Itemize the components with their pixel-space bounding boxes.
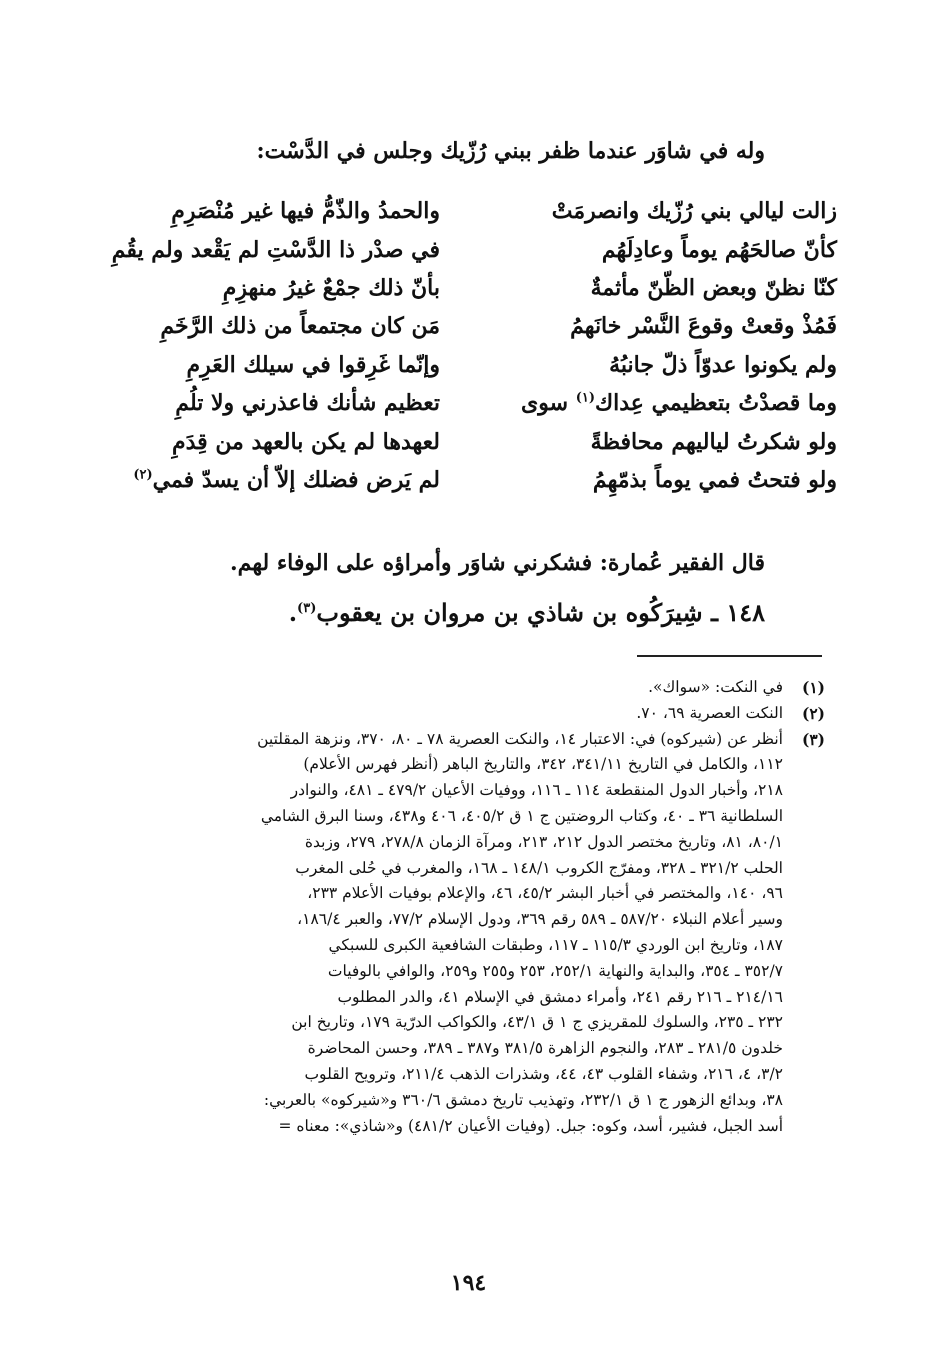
hemistich-text: تعظيم شأنك فاعذرني ولا تلُمِ — [175, 390, 440, 417]
hemistich-text: ولو شكرتُ لياليهم محافظةً — [590, 428, 837, 455]
entry-heading-tail: . — [288, 598, 298, 627]
verse-second-hemistich — [95, 467, 470, 493]
verse-line — [95, 422, 845, 460]
narrator-line: قال الفقير عُمارة: فشكرني شاوَر وأمراؤه على الوفاء لهم. — [230, 550, 765, 576]
verse-first-hemistich — [470, 352, 845, 378]
footnote — [95, 727, 825, 1140]
footnote-line: ٣٨، وبدائع الزهور ج ١ ق ٢٣٢/١، وتهذيب تاريخ دمشق ٣٦٠/٦ و«شيركوه» بالعربي: — [263, 1090, 783, 1109]
page-number: ١٩٤ — [450, 1270, 487, 1296]
footnote-line: ٣٥٢/٧ ـ ٣٥٤، والبداية والنهاية ٢٥٢/١، ٢٥٣ و٢٥٥ و٢٥٩، والوافي بالوفيات — [327, 961, 783, 980]
verse-line — [95, 269, 845, 307]
footnote-line: ١١٢، والكامل في التاريخ ٣٤١/١١، ٣٤٢، والتاريخ الباهر (أنظر فهرس الأعلام) — [303, 755, 783, 774]
verse-first-hemistich — [470, 429, 845, 455]
verse-line — [95, 192, 845, 230]
footnote-line: النكت العصرية ٦٩، ٧٠. — [636, 703, 783, 722]
verse-first-hemistich — [470, 275, 845, 301]
verse-first-hemistich — [470, 390, 845, 416]
footnote-number: (٢) — [801, 703, 825, 723]
footnote-text — [95, 675, 783, 701]
entry-heading-text: ١٤٨ ـ شِيرَكُوه بن شاذي بن مروان بن يعقوب — [316, 598, 765, 627]
footnote — [95, 701, 825, 727]
verse-first-hemistich — [470, 467, 845, 493]
entry-heading — [289, 598, 765, 627]
verse-line — [95, 230, 845, 268]
footnote-line: ٨٠/١، ٨١، وتاريخ مختصر الدول ٢١٢، ٢١٣، ومرآة الزمان ٢٧٨/٨، ٢٧٩، وزبدة — [304, 832, 783, 851]
hemistich-text: كنّا نظنّ وبعض الظّنّ مأثمةٌ — [590, 274, 837, 301]
verse-first-hemistich — [470, 313, 845, 339]
hemistich-text: لم يَرض فضلك إلاّ أن يسدّ فمي — [152, 466, 440, 493]
verse-second-hemistich — [95, 352, 470, 378]
footnote-line: الحلب ٣٢١/٢ ـ ٣٢٨، ومفرّج الكروب ١٤٨/١ ـ ١٦٨، والمغرب في حُلى المغرب — [295, 858, 783, 877]
footnote-line: ٢٣٢ ـ ٢٣٥، والسلوك للمقريزي ج ١ ق ٤٣/١، والكواكب الدرّية ١٧٩، وتاريخ ابن — [291, 1013, 783, 1032]
footnote-line: أنظر عن (شيركوه) في: الاعتبار ١٤، والنكت العصرية ٧٨ ـ ٨٠، ٣٧٠، ونزهة المقلتين — [257, 729, 783, 748]
footnote-line: ٢١٨، وأخبار الدول المنقطعة ١١٤ ـ ١١٦، ووفيات الأعيان ٤٧٩/٢ ـ ٤٨١، والنوادر — [290, 781, 783, 800]
verse-second-hemistich — [95, 198, 470, 224]
verse-second-hemistich — [95, 390, 470, 416]
hemistich-text: بأنّ ذلك جمْعٌ غيرُ منهزِمِ — [222, 274, 440, 301]
hemistich-text: زالت ليالي بني رُزّيك وانصرمَتْ — [551, 198, 837, 225]
footnote-line: خلدون ٢٨١/٥ ـ ٢٨٣، والنجوم الزاهرة ٣٨١/٥ و٣٨٧ ـ ٣٨٩، وحسن المحاضرة — [307, 1039, 783, 1058]
footnote-line: في النكت: «سواك». — [648, 678, 783, 696]
entry-heading-footnote-ref: (٣) — [297, 601, 317, 616]
footnote-ref: (١) — [575, 390, 596, 406]
poem — [95, 192, 845, 499]
hemistich-text: في صدْر ذا الدَّسْتِ لم يَقْعد ولم يقُمِ — [111, 236, 440, 263]
verse-line — [95, 384, 845, 422]
footnotes — [95, 675, 825, 1139]
footnote-ref: (٢) — [133, 467, 153, 483]
hemistich-text: مَن كان مجتمعاً من ذلك الرَّخَمِ — [160, 313, 440, 340]
footnote — [95, 675, 825, 701]
hemistich-text: ولو فتحتُ فمي يوماً بذمّهِمُ — [592, 466, 837, 493]
footnote-line: ٣/٢، ٤، ٢١٦، وشفاء القلوب ٤٣، ٤٤، وشذرات الذهب ٢١١/٤، وترويح القلوب — [304, 1064, 783, 1083]
hemistich-text: كأنّ صالحَهُم يوماً وعادِلَهُم — [601, 236, 837, 263]
footnote-line: وسير أعلام النبلاء ٥٨٧/٢٠ ـ ٥٨٩ رقم ٣٦٩، ودول الإسلام ٧٧/٢، والعبر ١٨٦/٤، — [297, 910, 783, 929]
hemistich-text: لعهدها لم يكن بالعهد من قِدَمِ — [171, 428, 440, 455]
verse-line — [95, 461, 845, 499]
hemistich-text: فَمُذْ وقعتْ وقوعَ النَّسْر خانَهمُ — [570, 313, 837, 340]
footnote-line: ١٨٧، وتاريخ ابن الوردي ١١٥/٣ ـ ١١٧، وطبقات الشافعية الكبرى للسبكي — [328, 935, 783, 954]
footnote-line: ٩٦، ١٤٠، والمختصر في أخبار البشر ٤٥/٢، ٤٦، والإعلام بوفيات الأعلام ٢٣٣، — [307, 884, 783, 903]
verse-first-hemistich — [470, 237, 845, 263]
verse-line — [95, 307, 845, 345]
footnote-line: السلطانية ٣٦ ـ ٤٠، وكتاب الروضتين ج ١ ق ٤٠٥/٢، ٤٠٦ و٤٣٨، وسنا البرق الشامي — [260, 806, 783, 825]
verse-first-hemistich — [470, 198, 845, 224]
footnote-number: (١) — [801, 678, 825, 697]
footnote-divider — [637, 655, 822, 657]
hemistich-tail: سوى — [521, 390, 576, 417]
verse-second-hemistich — [95, 429, 470, 455]
footnote-number: (٣) — [801, 729, 825, 749]
hemistich-text: وما قصدْتُ بتعظيمي عِداك — [595, 390, 837, 417]
hemistich-text: وإنّما غَرِقوا في سيلك العَرِمِ — [186, 351, 440, 378]
verse-line — [95, 346, 845, 384]
hemistich-text: والحمدُ والذّمُّ فيها غير مُنْصَرِمِ — [171, 198, 440, 225]
intro-line: وله في شاوَر عندما ظفر ببني رُزّيك وجلس في الدَّسْت: — [256, 138, 765, 164]
verse-second-hemistich — [95, 237, 470, 263]
footnote-text — [95, 727, 783, 1140]
verse-second-hemistich — [95, 275, 470, 301]
hemistich-text: ولم يكونوا عدوّاً ذلّ جانبُهُ — [609, 351, 837, 378]
footnote-line: ٢١٤/١٦ ـ ٢١٦ رقم ٢٤١، وأمراء دمشق في الإسلام ٤١، والدر المطلوب — [337, 987, 783, 1006]
footnote-text — [95, 701, 783, 727]
footnote-line: أسد الجبل، فشير، أسد، وكوه: جبل. (وفيات الأعيان ٤٨١/٢) و«شاذي»: معناه = — [278, 1116, 783, 1135]
verse-second-hemistich — [95, 313, 470, 339]
